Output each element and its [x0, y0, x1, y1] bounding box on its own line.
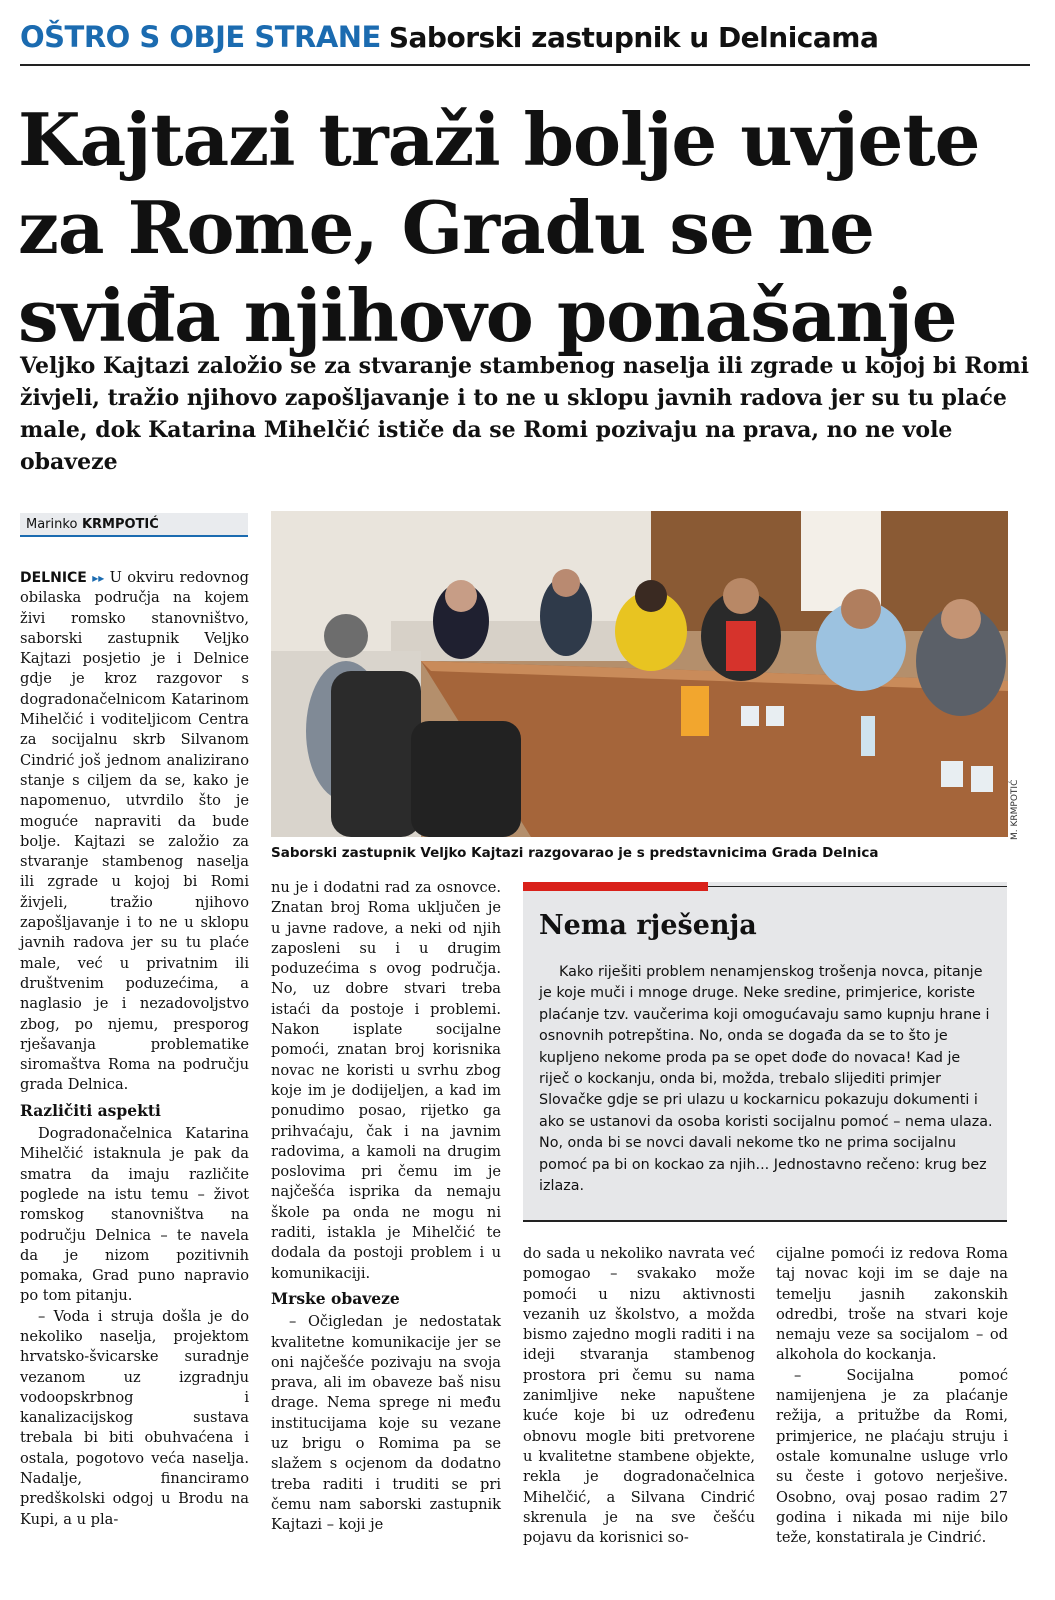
- col4-paragraph-1: cijalne pomoći iz redova Roma taj novac koji im se daje na temelju jasnih zakonskih odredbi, troše na stvari koje nemaju veze sa socijalom – od alkohola do kockanja.: [776, 1245, 1008, 1364]
- col1-paragraph-2: Dogradonačelnica Katarina Mihelčić istaknula je pak da smatra da imaju različite poglede na istu temu – život romskog stanovništva na području Delnica – te navela da je nizom pozitivnih pomaka, Grad puno napravio po tom pitanju.: [20, 1125, 249, 1305]
- subheading-razliciti-aspekti: Različiti aspekti: [20, 1100, 161, 1120]
- col1-lead-paragraph: [20, 568, 249, 1096]
- col4-paragraph-2: – Socijalna pomoć namijenjena je za plaćanje režija, a pritužbe da Romi, primjerice, ne plaćaju struju i ostale komunalne usluge vrlo su česte i gotovo nerješive. Osobno, ovaj posao radim 27 godina i nikada mi nije bilo teže, konstatirala je Cindrić.: [776, 1366, 1008, 1547]
- box-paragraph: Kako riješiti problem nenamjenskog trošenja novca, pitanje je koje muči i mnoge druge. Neke sredine, primjerice, koriste plaćanje tzv. vaučerima koji omogućavaju samo kupnju hrane i osnovnih potrepština. No, onda se događa da se to što je kupljeno nekome proda pa se opet dođe do novaca! Kad je riječ o kockanju, onda bi, možda, trebalo slijediti primjer Slovačke gdje se pri ulazu u kockarnicu pokazuju dokumenti i ako se ustanovi da osoba koristi socijalnu pomoć – nema ulaza. No, onda bi se novci davali nekome tko ne prima socijalnu pomoć pa bi on kockao za njih... Jednostavno rečeno: krug bez izlaza.: [539, 964, 993, 1195]
- article-photo: [271, 511, 1008, 837]
- headline: Kajtazi traži bolje uvjete za Rome, Gradu se ne sviđa njihovo ponašanje: [18, 97, 980, 358]
- column-1: [20, 568, 249, 1530]
- col2-paragraph-1: nu je i dodatni rad za osnovce. Znatan broj Roma uključen je u javne radove, a neki od njih zaposleni su i u drugim poduzećima s ovog područja. No, uz dobre stvari treba istaći da postoje i problemi. Nakon isplate socijalne pomoći, znatan broj korisnika novac ne koristi u svrhu zbog koje im je dodijeljen, a kad im ponudimo posao, rijetko ga prihvaćaju, čak i na javnim radovima, a kamoli na drugim poslovima pri čemu im je najčešća isprika da nemaju škole pa onda ne mogu ni raditi, istakla je Mihelčić te dodala da postoji problem i u komunikaciji.: [271, 879, 501, 1282]
- byline: [20, 513, 248, 537]
- kicker: [20, 20, 1030, 66]
- column-4: [776, 1244, 1008, 1548]
- col3-paragraph-1: do sada u nekoliko navrata već pomogao – svakako može pomoći u nizu aktivnosti vezanih uz školstvo, a možda bismo zajedno mogli raditi i na ideji stvaranja stambenog prostora pri čemu su nama zanimljive neke napuštene kuće koje bi uz određenu obnovu mogle biti pretvorene u kvalitetne stambene objekte, rekla je dogradonačelnica Mihelčić, a Silvana Cindrić skrenula je na sve češću pojavu da korisnici so-: [523, 1245, 755, 1547]
- column-2: [271, 878, 501, 1536]
- box-accent-bar: [523, 882, 708, 891]
- kicker-tag: OŠTRO S OBJE STRANE: [20, 20, 381, 54]
- subheading-mrske-obaveze: Mrske obaveze: [271, 1288, 400, 1308]
- column-3: [523, 1244, 755, 1548]
- photo-credit: M. KRMPOTIĆ: [1010, 779, 1020, 840]
- byline-last-name: KRMPOTIĆ: [81, 517, 159, 532]
- dateline: DELNICE: [20, 570, 87, 586]
- standfirst: Veljko Kajtazi založio se za stvaranje stambenog naselja ili zgrade u kojoj bi Romi živjeli, tražio njihovo zapošljavanje i to ne u sklopu javnih radova jer su tu plaće male, dok Katarina Mihelčić ističe da se Romi pozivaju na prava, no ne vole obaveze: [20, 353, 1030, 475]
- kicker-text: Saborski zastupnik u Delnicama: [388, 21, 879, 54]
- box-rule: [708, 886, 1007, 887]
- col1-paragraph-3: – Voda i struja došla je do nekoliko naselja, projektom hrvatsko-švicarske suradnje vezanom uz izgradnju vodoopskrbnog i kanalizacijskog sustava trebala bi biti obuhvaćena i ostala, pogotovo veća naselja. Nadalje, financiramo predškolski odgoj u Brodu na Kupi, a u pla-: [20, 1307, 249, 1528]
- dateline-arrow-icon: ▸▸: [92, 571, 105, 585]
- meeting-photo-illustration: [271, 511, 1008, 837]
- photo-caption: Saborski zastupnik Veljko Kajtazi razgovarao je s predstavnicima Grada Delnica: [271, 845, 879, 861]
- sidebar-box: [523, 882, 1007, 1222]
- box-title: Nema rješenja: [539, 910, 757, 941]
- col1-paragraph-1: U okviru redovnog obilaska područja na kojem živi romsko stanovništvo, saborski zastupnik Veljko Kajtazi posjetio je i Delnice gdje je kroz razgovor s dogradonačelnicom Katarinom Mihelčić i voditeljicom Centra za socijalnu skrb Silvanom Cindrić još jednom analizirano stanje s ciljem da se, kako je napomenuo, utvrdilo što je moguće napraviti da bude bolje. Kajtazi se založio za stvaranje stambenog naselja ili zgrade u kojoj bi Romi živjeli, tražio njihovo zapošljavanje i to ne u sklopu javnih radova jer su tu plaće male, već u privatnim ili društvenim poduzećima, a naglasio je i nezadovoljstvo zbog, po njemu, presporog rješavanja problematike siromaštva Roma na području grada Delnica.: [20, 569, 250, 1094]
- byline-first-name: Marinko: [26, 517, 78, 532]
- col2-paragraph-2: – Očigledan je nedostatak kvalitetne komunikacije jer se oni najčešće pozivaju na svoja prava, ali im obaveze baš nisu drage. Nema sprege ni među institucijama koje su vezane uz brigu o Romima pa se slažem s ocjenom da dodatno treba raditi i truditi se pri čemu nam saborski zastupnik Kajtazi – koji je: [271, 1313, 501, 1534]
- box-text: [539, 962, 994, 1197]
